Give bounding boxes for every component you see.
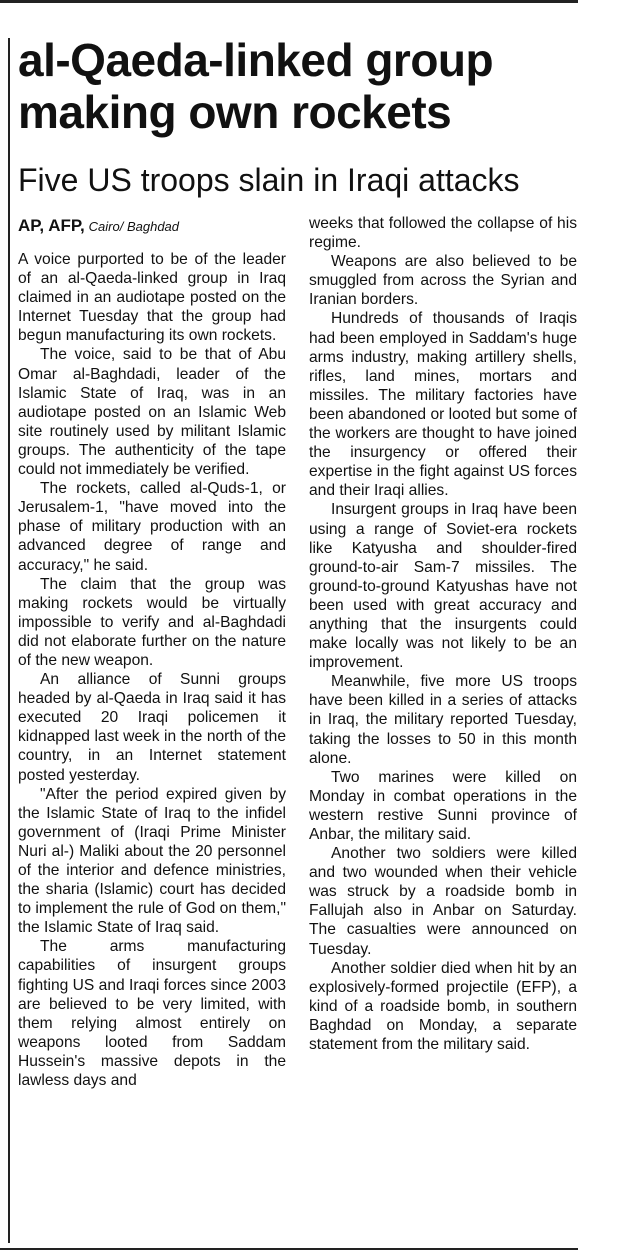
headline: al-Qaeda-linked group making own rockets [18,34,494,138]
bottom-rule [0,1248,578,1250]
paragraph: Weapons are also believed to be smuggled from across the Syrian and Iranian borders. [309,253,577,309]
paragraph: "After the period expired given by the Islamic State of Iraq to the infidel government of (Iraqi Prime Minister Nuri al-) Maliki about the 20 personnel of the interior and defence ministries, the sharia (Islamic) court has decided to implement the rule of God on them," the Islamic State of Iraq said. [18,785,286,937]
byline [18,215,298,238]
paragraph: The arms manufacturing capabilities of insurgent groups fighting US and Iraqi forces since 2003 are believed to be very limited, with them relying almost entirely on weapons looted from Saddam Hussein's massive depots in the lawless days and [18,938,286,1090]
paragraph: Insurgent groups in Iraq have been using a range of Soviet-era rockets like Katyusha and shoulder-fired ground-to-air Sam-7 missiles. The ground-to-ground Katyushas have not been used with great accuracy and anything that the insurgents could make locally was not likely to be an improvement. [309,501,577,672]
paragraph: Meanwhile, five more US troops have been killed in a series of attacks in Iraq, the military reported Tuesday, taking the losses to 50 in this month alone. [309,673,577,767]
paragraph: Hundreds of thousands of Iraqis had been employed in Saddam's huge arms industry, making artillery shells, rifles, land mines, mortars and missiles. The military factories have been abandoned or looted but some of the workers are thought to have joined the insurgency or offered their expertise in the fight against US forces and their Iraqi allies. [309,310,577,500]
paragraph: Another soldier died when hit by an explosively-formed projectile (EFP), a kind of a roadside bomb, in southern Baghdad on Monday, a separate statement from the military said. [309,959,577,1054]
paragraph: Two marines were killed on Monday in combat operations in the western restive Sunni province of Anbar, the military said. [309,768,577,843]
paragraph: An alliance of Sunni groups headed by al-Qaeda in Iraq said it has executed 20 Iraqi policemen it kidnapped last week in the north of the country, in an Internet statement posted yesterday. [18,671,286,784]
byline-location: Cairo/ Baghdad [88,219,180,234]
subheadline: Five US troops slain in Iraqi attacks [18,162,520,198]
article-column-right [309,214,577,1054]
paragraph: The rockets, called al-Quds-1, or Jerusalem-1, "have moved into the phase of military production with an advanced degree of range and accuracy," he said. [18,480,286,574]
top-rule [0,0,578,3]
paragraph: weeks that followed the collapse of his regime. [309,215,577,252]
left-rule [8,38,10,1243]
paragraph: Another two soldiers were killed and two wounded when their vehicle was struck by a roadside bomb in Fallujah also in Anbar on Saturday. The casualties were announced on Tuesday. [309,845,577,958]
paragraph: A voice purported to be of the leader of an al-Qaeda-linked group in Iraq claimed in an audiotape posted on the Internet Tuesday that the group had begun manufacturing its own rockets. [18,251,286,345]
article-column-left [18,250,286,1090]
paragraph: The voice, said to be that of Abu Omar al-Baghdadi, leader of the Islamic State of Iraq, was in an audiotape posted on an Islamic Web site routinely used by militant Islamic groups. The authenticity of the tape could not immediately be verified. [18,346,286,479]
byline-agencies: AP, AFP, [18,216,85,235]
paragraph: The claim that the group was making rockets would be virtually impossible to verify and al-Baghdadi did not elaborate further on the nature of the new weapon. [18,575,286,669]
